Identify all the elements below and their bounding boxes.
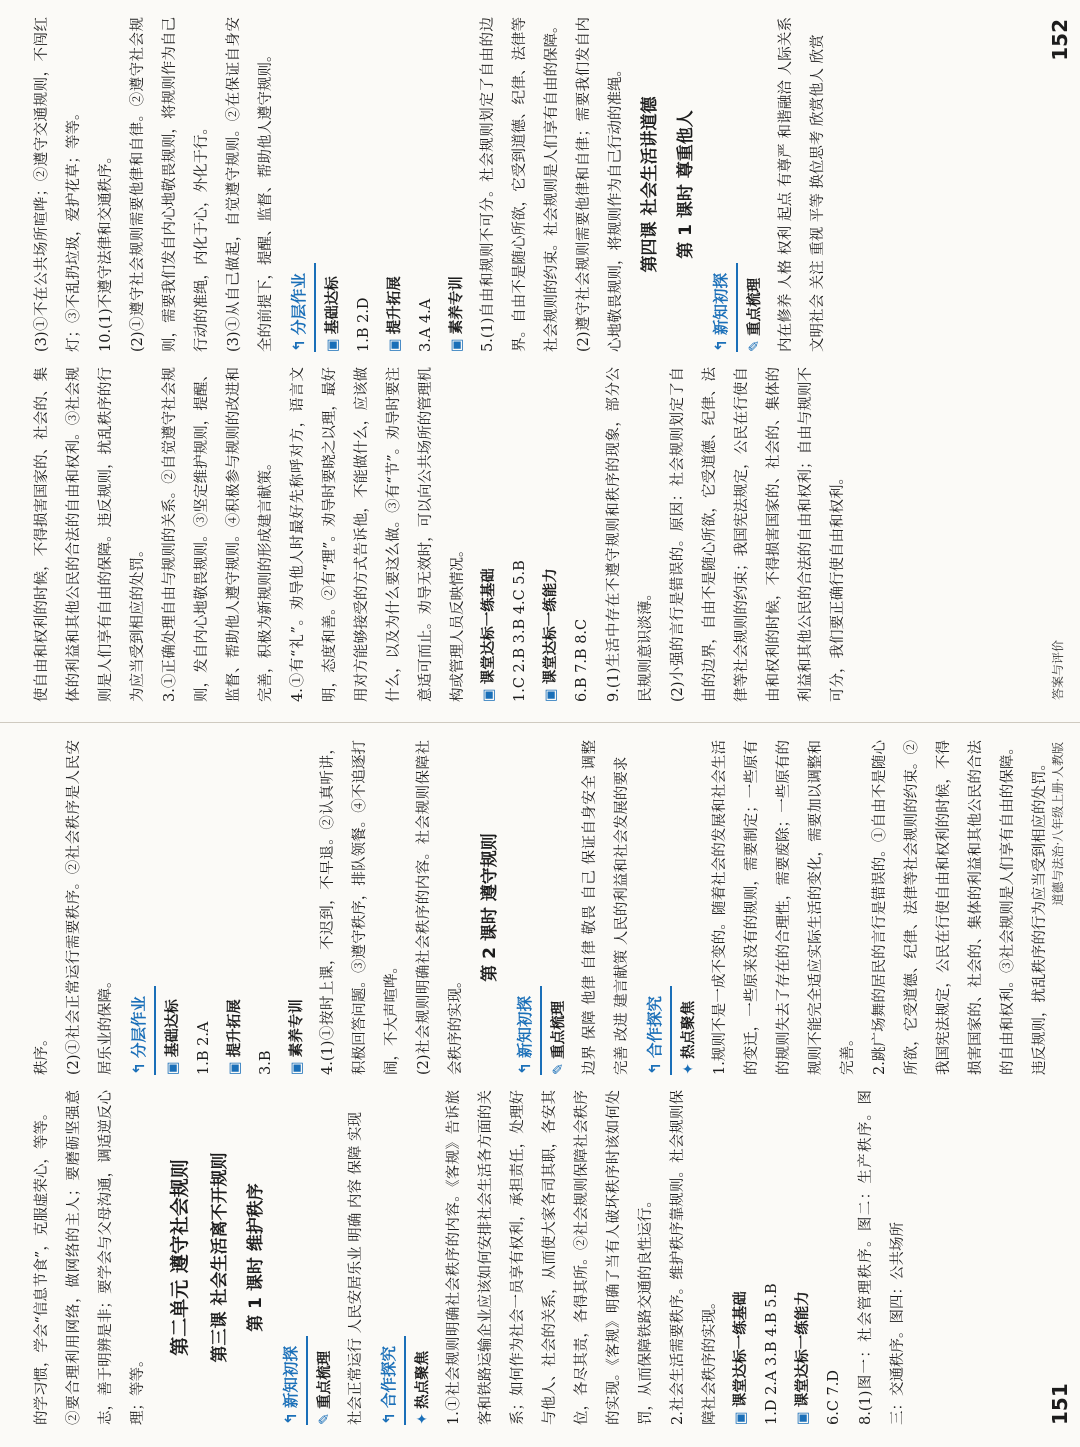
zhongdian-heading: ✎重点梳理 (747, 277, 763, 352)
section-heading: 第 1 课时 维护秩序 (246, 1183, 266, 1332)
corner-arrow-icon: ↰ (130, 1062, 148, 1075)
zhongdian-heading: ✎重点梳理 (551, 1000, 567, 1075)
lesson-heading: 第三课 社会生活离不开规则 (210, 1152, 230, 1363)
hezuo-heading: ↰合作探究 (640, 986, 672, 1075)
answers: 6.B 7.B 8.C (574, 618, 590, 702)
xinzhi-heading: ↰新知初探 (510, 986, 542, 1075)
tisheng-heading: ▣提升拓展 (387, 276, 403, 352)
lesson-heading: 第四课 社会生活讲道德 (640, 96, 660, 273)
corner-arrow-icon: ↰ (282, 1412, 300, 1425)
book-icon: ▣ (165, 1061, 181, 1075)
ketang-ability-heading: ▣课堂达标一练能力 (543, 568, 559, 702)
answers: 1.B 2.D (356, 297, 372, 352)
page-number: 152 (1048, 19, 1072, 61)
keywords: 内在修养 人格 权利 起点 有尊严 和谐融洽 人际关系 文明社会 关注 重视 平等 换位思考 欣赏他人 欣赏 (778, 17, 826, 352)
book-icon: ▣ (227, 1061, 243, 1075)
book-icon: ▣ (449, 338, 465, 352)
paragraph: (2)遵守社会规则需要他律和自律；需要我们发自内心地敬畏规则，将规则作为自己行动的准绳。 (576, 17, 624, 352)
redian-heading: ✦热点聚焦 (415, 1350, 431, 1425)
paragraph: 3.①正确处理自由与规则的关系。②自觉遵守社会规则，发自内心地敬畏规则。③坚定维护规则，提醒、监督、帮助他人遵守规则。④积极参与规则的改进和完善，积极为新规则的形成建言献策。 (162, 367, 274, 702)
page-number: 151 (1048, 1383, 1072, 1425)
suyang-heading: ▣素养专训 (449, 276, 465, 352)
paragraph: ②要合理利用网络，做网络的主人；要磨砺坚强意志，善于明辨是非；要学会与父母沟通，调适逆反心理；等等。 (66, 1090, 146, 1425)
pencil-icon: ✎ (747, 339, 763, 352)
paragraph: (3)①不在公共场所喧哗；②遵守交通规则，不闯红灯；③不乱扔垃圾，爱护花草；等等。 (34, 17, 82, 352)
page-footer: 答案与评价 (1051, 639, 1065, 700)
fenceng-heading: ↰分层作业 (284, 263, 316, 352)
pencil-icon: ✎ (551, 1062, 567, 1075)
corner-arrow-icon: ↰ (646, 1062, 664, 1075)
section-heading: 第 1 课时 尊重他人 (676, 110, 696, 259)
paragraph: 1.①社会规则明确社会秩序的内容。《客规》告诉旅客和铁路运输企业应该如何安排社会生活各方面的关系；如何作为社会一员享有权利，承担责任，处理好与他人、社会的关系，从而使大家各司其职，各安其位，各尽其责，各得其所。②社会规则保障社会秩序的实现。《客规》明确了当有人破坏秩序时该如何处罚，从而保障铁路交通的良性运行。 (446, 1090, 654, 1425)
paragraph: 秩序。 (34, 1031, 50, 1075)
suyang-heading: ▣素养专训 (289, 999, 305, 1075)
paragraph: (2)社会规则明确社会秩序的内容。社会规则保障社会秩序的实现。 (416, 740, 464, 1075)
book-icon: ▣ (795, 1411, 811, 1425)
redian-heading: ✦热点聚焦 (681, 1000, 697, 1075)
paragraph: 2.社会生活需要秩序。维护秩序靠规则。社会规则保障社会秩序的实现。 (670, 1090, 718, 1425)
paragraph: 4.(1)①按时上课，不迟到，不早退。②认真听讲，积极回答问题。③遵守秩序，排队领餐。④不追逐打闹，不大声喧哗。 (320, 740, 400, 1075)
ketang-ability-heading: ▣课堂达标一练能力 (795, 1291, 811, 1425)
paragraph: (2)①遵守社会规则需要他律和自律。②遵守社会规则，需要我们发自内心地敬畏规则，将规则作为自己行动的准绳，内化于心，外化于行。 (130, 17, 210, 352)
answers: 6.C 7.D (826, 1370, 842, 1425)
corner-arrow-icon: ↰ (380, 1412, 398, 1425)
fenceng-heading: ↰分层作业 (124, 986, 156, 1075)
jichu-heading: ▣基础达标 (325, 276, 341, 352)
paragraph: 5.(1)自由和规则不可分。社会规则划定了自由的边界。自由不是随心所欲，它受到道德、纪律、法律等社会规则的约束。社会规则是人们享有自由的保障。 (480, 17, 560, 352)
hezuo-heading: ↰合作探究 (374, 1336, 406, 1425)
paragraph: 2.跳广场舞的居民的言行是错误的。①自由不是随心所欲，它受道德、纪律、法律等社会规则的约束。②我国宪法规定，公民在行使自由和权利的时候，不得损害国家的、社会的、集体的利益和其他公民的合法的自由和权利。③社会规则是人们享有自由的保障。违反规则，扰乱秩序的行为应当受到相应的处罚。 (872, 740, 1048, 1075)
flame-icon: ✦ (681, 1062, 697, 1075)
book-icon: ▣ (733, 1411, 749, 1425)
paragraph: 使自由和权利的时候，不得损害国家的、社会的、集体的利益和其他公民的合法的自由和权利。③社会规则是人们享有自由的保障。违反规则，扰乱秩序的行为应当受到相应的处罚。 (34, 367, 146, 702)
keywords: 社会正常运行 人民安居乐业 明确 内容 保障 实现 (348, 1111, 364, 1425)
zhongdian-heading: ✎重点梳理 (317, 1350, 333, 1425)
corner-arrow-icon: ↰ (712, 339, 730, 352)
answers: 3.A 4.A (418, 298, 434, 352)
book-icon: ▣ (543, 688, 559, 702)
paragraph: 9.(1)生活中存在不遵守规则和秩序的现象，部分公民规则意识淡薄。 (606, 367, 654, 702)
xinzhi-heading: ↰新知初探 (276, 1336, 308, 1425)
section-heading: 第 2 课时 遵守规则 (480, 833, 500, 982)
paragraph: (2)小强的言行是错误的。原因：社会规则划定了自由的边界，自由不是随心所欲，它受道德、纪律、法律等社会规则的约束；我国宪法规定，公民在行使自由和权利的时候，不得损害国家的、社会的、集体的利益和其他公民的合法的自由和权利；自由与规则不可分，我们要正确行使自由和权利。 (670, 367, 846, 702)
paragraph: 8.(1)图一：社会管理秩序。图二：生产秩序。图三：交通秩序。图四：公共场所 (858, 1090, 906, 1425)
book-icon: ▣ (481, 688, 497, 702)
corner-arrow-icon: ↰ (290, 339, 308, 352)
ketang-basic-heading: ▣课堂达标一练基础 (481, 568, 497, 702)
page-151-column-1 (26, 1090, 914, 1425)
answers: 1.C 2.B 3.B 4.C 5.B (512, 560, 528, 702)
flame-icon: ✦ (415, 1412, 431, 1425)
answers: 3.B (258, 1050, 274, 1075)
page-151 (0, 724, 1080, 1447)
answers: 1.B 2.A (196, 1021, 212, 1075)
page-152-column-1 (26, 367, 854, 702)
page-152-column-2 (26, 17, 834, 352)
answers: 1.D 2.A 3.B 4.B 5.B (764, 1283, 780, 1425)
paragraph: 1.规则不是一成不变的。随着社会的发展和社会生活的变迁，一些原来没有的规则，需要制定；一些原有的规则失去了存在的合理性，需要废除；一些原有的规则不能完全适应实际生活的变化，需要加以调整和完善。 (712, 740, 856, 1075)
paragraph: 的学习惯，学会“信息节食”，克服虚荣心，等等。 (34, 1105, 50, 1425)
ketang-basic-heading: ▣课堂达标一练基础 (733, 1291, 749, 1425)
book-icon: ▣ (325, 338, 341, 352)
page-151-column-2 (26, 740, 1056, 1075)
corner-arrow-icon: ↰ (516, 1062, 534, 1075)
paragraph: (2)①社会正常运行需要秩序。②社会秩序是人民安居乐业的保障。 (66, 740, 114, 1075)
paragraph: 4.①有“礼”。劝导他人时最好先称呼对方，语言文明，态度和善。②有“理”。劝导时要晓之以理，最好用对方能够接受的方式告诉他，不能做什么，应该做什么，以及为什么要这么做。③有“节”。劝导时要注意适可而止。劝导无效时，可以向公共场所的管理机构或管理人员反映情况。 (290, 367, 466, 702)
paragraph: (3)①从自己做起，自觉遵守规则。②在保证自身安全的前提下，提醒、监督、帮助他人遵守规则。 (226, 17, 274, 352)
unit-heading: 第二单元 遵守社会规则 (169, 1159, 191, 1356)
jichu-heading: ▣基础达标 (165, 999, 181, 1075)
book-icon: ▣ (289, 1061, 305, 1075)
xinzhi-heading: ↰新知初探 (706, 263, 738, 352)
paragraph: 10.(1)不遵守法律和交通秩序。 (98, 148, 114, 352)
page-152 (0, 0, 1080, 723)
pencil-icon: ✎ (317, 1412, 333, 1425)
tisheng-heading: ▣提升拓展 (227, 999, 243, 1075)
book-icon: ▣ (387, 338, 403, 352)
page-footer: 道德与法治·八年级上册·人教版 (1051, 742, 1065, 906)
keywords: 边界 保障 他律 自律 敬畏 自己 保证自身安全 调整 完善 改进 建言献策 人民的利益和社会发展的要求 (582, 740, 630, 1075)
